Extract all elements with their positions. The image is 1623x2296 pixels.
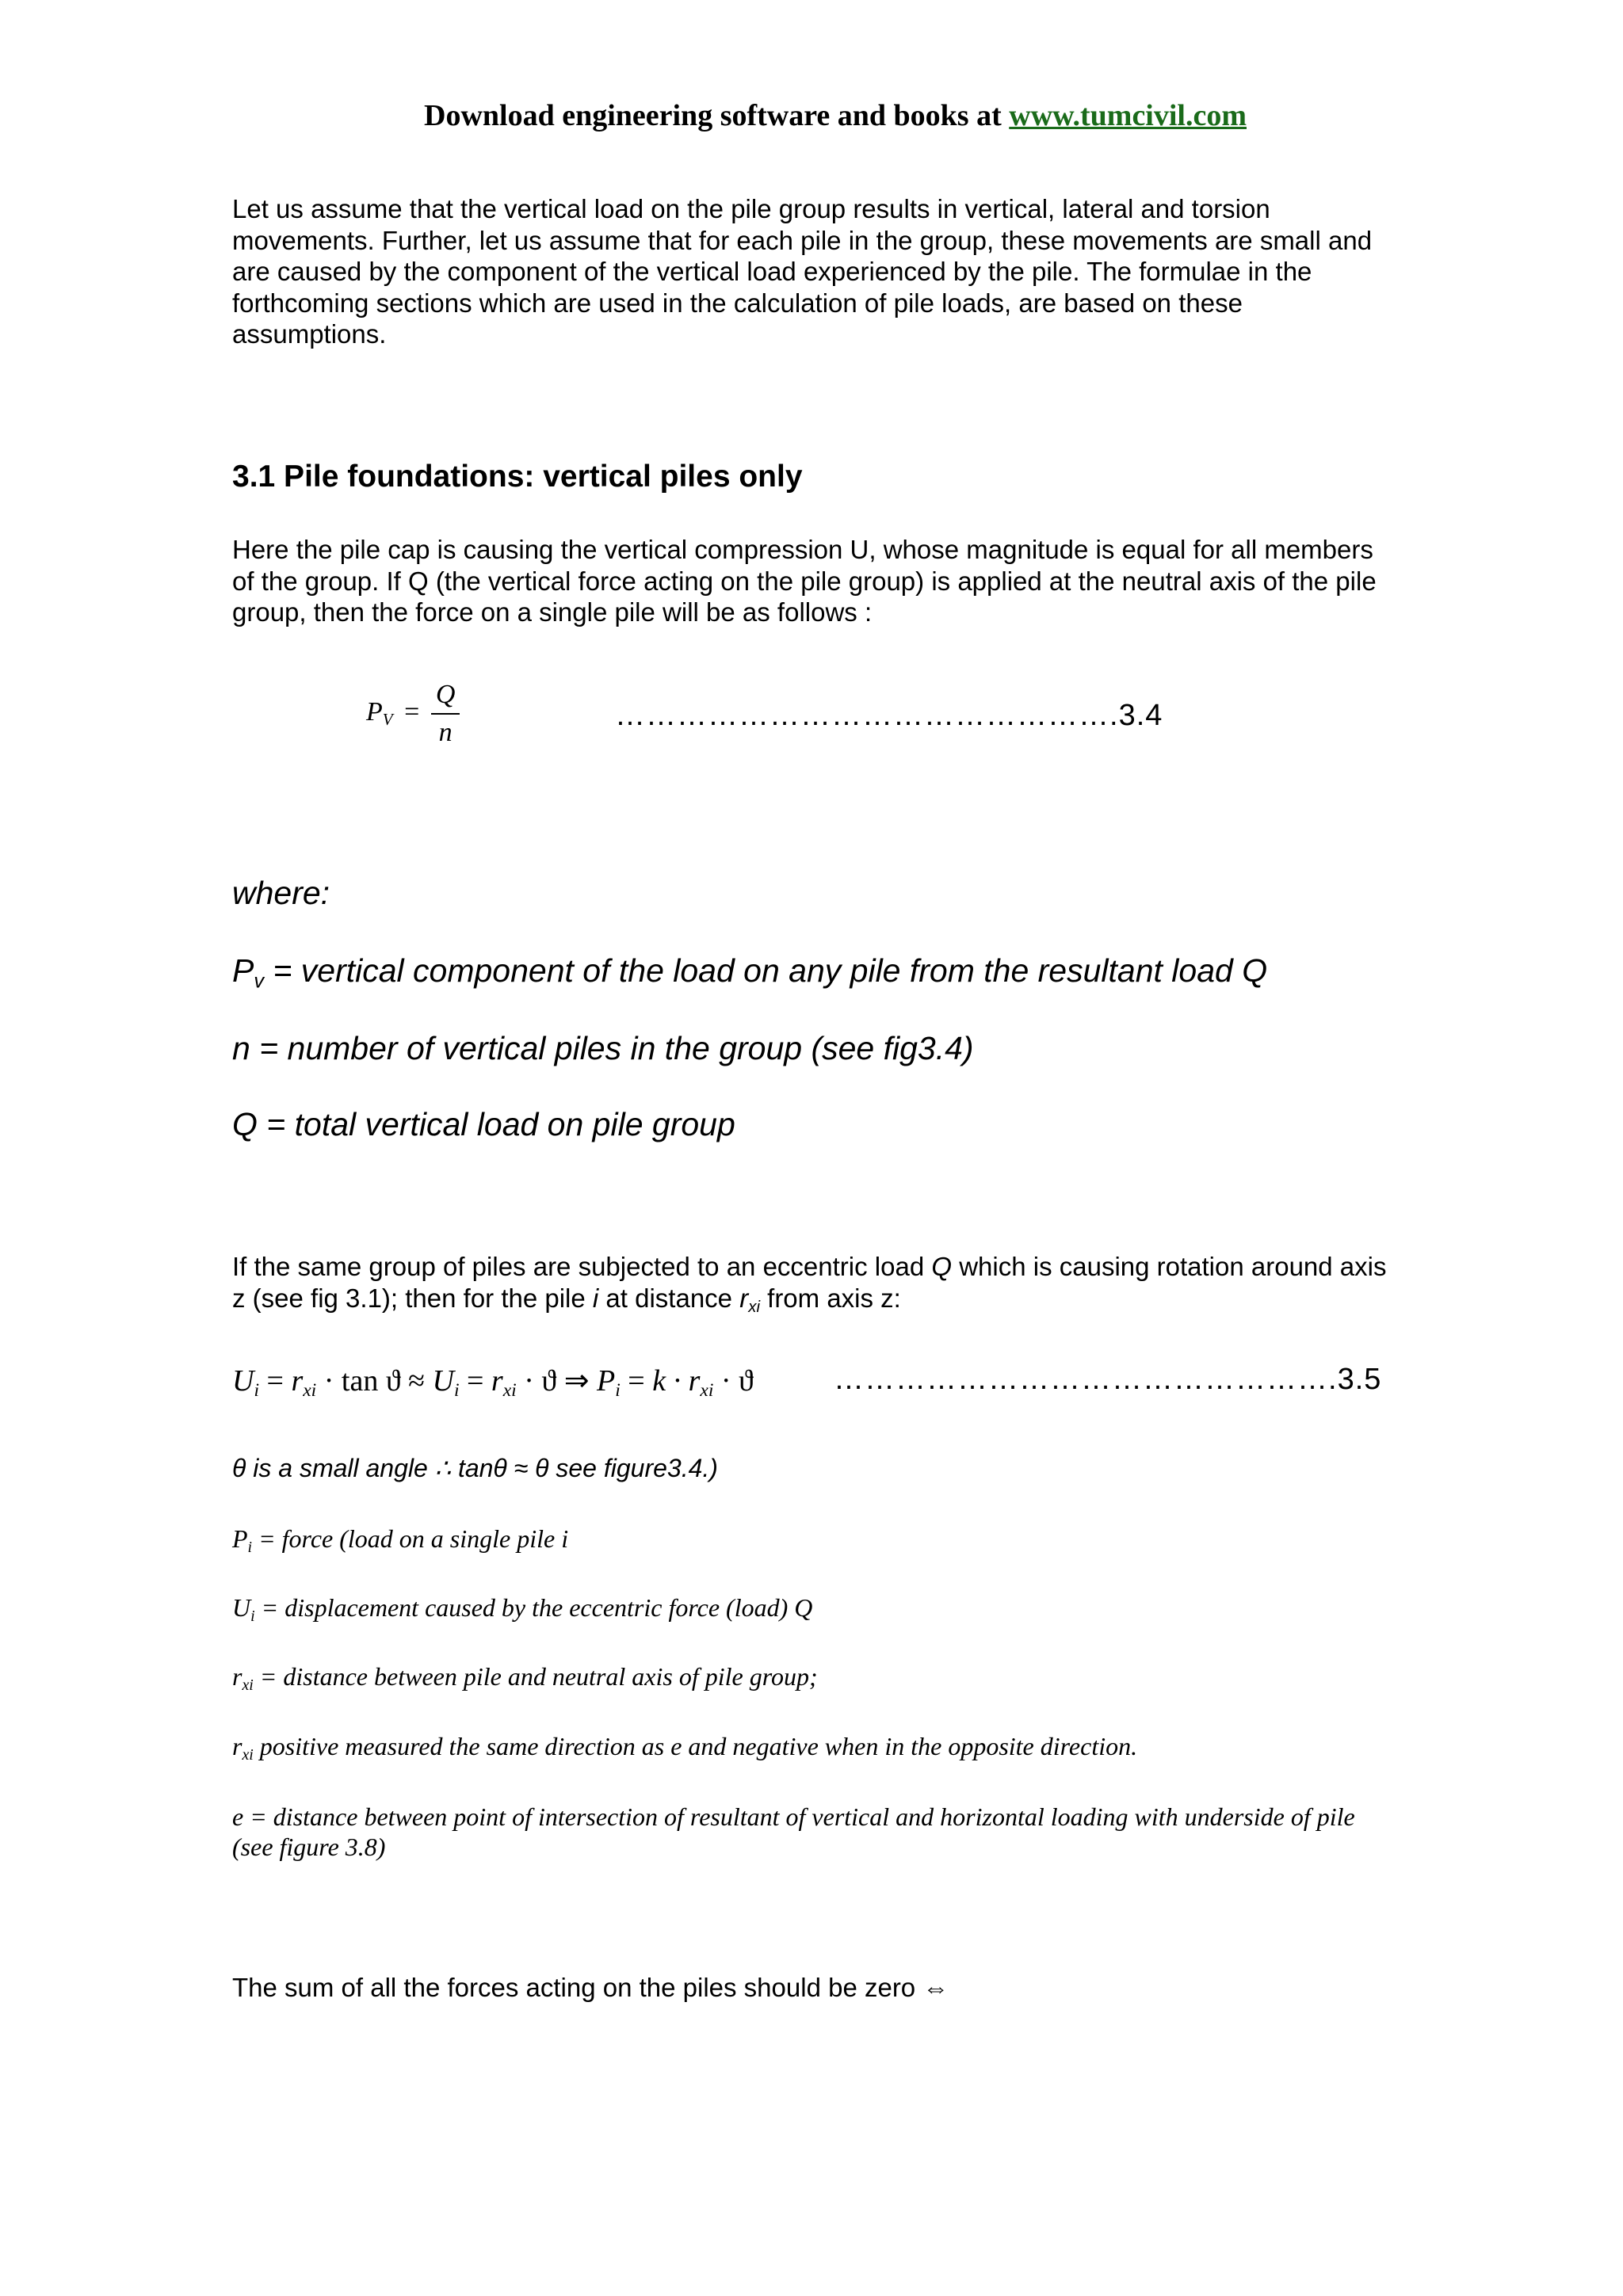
def-symbol: r	[232, 1662, 242, 1691]
definition-q	[232, 1106, 735, 1143]
eq35-u1-sub: i	[254, 1380, 259, 1402]
eq35-theta: · ϑ ⇒	[516, 1364, 598, 1398]
eq34-number: 3.4	[1118, 699, 1163, 732]
section-heading: 3.1 Pile foundations: vertical piles only	[232, 460, 803, 494]
eq35-r1-sub: xi	[303, 1380, 317, 1402]
def-symbol: P	[232, 1524, 248, 1553]
eq35-leader	[834, 1363, 1381, 1397]
ecc-text-2: which is causing rotation around axis z (see fig 3.1); then for the pile	[232, 1252, 1387, 1313]
def-subscript: xi	[242, 1676, 254, 1694]
def-symbol: P	[232, 952, 254, 989]
ecc-text-4: from axis z:	[759, 1283, 901, 1313]
def-text: = force (load on a single pile i	[252, 1524, 569, 1553]
def-symbol: U	[232, 1593, 251, 1622]
definition-rxi	[232, 1662, 818, 1695]
eq34-denominator: n	[438, 718, 453, 747]
eq34-dots: ………………………………………….	[615, 699, 1119, 732]
def-text: = distance between pile and neutral axis of pile group;	[253, 1662, 818, 1691]
definition-pv	[232, 952, 1267, 994]
eq35-p-sub: i	[615, 1380, 621, 1402]
def-symbol: n	[232, 1030, 250, 1066]
eq35-u2: U	[432, 1364, 454, 1398]
eq35-r3: r	[688, 1364, 701, 1398]
page-header	[0, 98, 1623, 133]
eq35-u2-sub: i	[453, 1380, 460, 1402]
definition-ui	[232, 1593, 812, 1626]
def-subscript: xi	[242, 1745, 254, 1764]
eq34-numerator: Q	[431, 680, 460, 715]
ecc-r: r	[739, 1283, 749, 1313]
ecc-q: Q	[931, 1252, 953, 1281]
def-subscript: i	[250, 1607, 255, 1625]
eq35-eq1: =	[259, 1364, 292, 1398]
ecc-i: i	[592, 1283, 599, 1313]
eq34-lhs-sub: V	[382, 710, 393, 730]
ecc-text-3: at distance	[598, 1283, 740, 1313]
eq34-lhs: P	[366, 696, 383, 727]
ecc-r-sub: xi	[748, 1297, 760, 1316]
small-angle-note: θ is a small angle ∴ tanθ ≈ θ see figure3.4.)	[232, 1454, 718, 1482]
def-subscript: v	[254, 970, 265, 993]
def-symbol: r	[232, 1732, 242, 1760]
section-paragraph: Here the pile cap is causing the vertical compression U, whose magnitude is equal for all members of the group. If Q (the vertical force acting on the pile group) is applied at the neutral axis of the pile group, then the force on a single pile will be as follows :	[232, 535, 1377, 627]
eq35-theta2: · ϑ	[713, 1364, 754, 1398]
def-text: = total vertical load on pile group	[257, 1106, 735, 1142]
eq34-leader	[615, 699, 1163, 733]
def-subscript: i	[247, 1538, 253, 1556]
header-text: Download engineering software and books at	[424, 99, 1010, 132]
eq35-eq2: =	[459, 1364, 491, 1398]
def-text: positive measured the same direction as e and negative when in the opposite direction.	[253, 1732, 1138, 1760]
def-text: = vertical component of the load on any pile from the resultant load Q	[264, 952, 1268, 989]
definition-rxi-sign	[232, 1732, 1137, 1764]
definition-n	[232, 1030, 974, 1067]
eq35-number: 3.5	[1337, 1363, 1382, 1396]
eq35-tan: · tan ϑ ≈	[316, 1364, 433, 1398]
eq35-eq3: =	[620, 1364, 653, 1398]
eq34-fraction	[431, 680, 460, 748]
eq34-equals: =	[404, 696, 420, 727]
definition-pi	[232, 1524, 568, 1557]
eq35-r2: r	[491, 1364, 503, 1398]
eq35-u1: U	[232, 1364, 254, 1398]
eq35-dots: ………………………………………….	[834, 1363, 1338, 1396]
def-text: = displacement caused by the eccentric force (load) Q	[254, 1593, 813, 1622]
eq35-k: k ·	[652, 1364, 689, 1398]
def-symbol: Q	[232, 1106, 258, 1142]
header-link[interactable]: www.tumcivil.com	[1009, 99, 1247, 132]
eccentric-paragraph	[232, 1251, 1389, 1322]
eq35-r2-sub: xi	[502, 1380, 517, 1402]
eq35-r1: r	[291, 1364, 304, 1398]
ecc-text-1: If the same group of piles are subjected to an eccentric load	[232, 1252, 932, 1281]
equation-3-5	[232, 1363, 754, 1402]
definition-e: e = distance between point of intersection of resultant of vertical and horizontal loading with underside of pile (see figure 3.8)	[232, 1802, 1355, 1861]
equation-3-4	[366, 680, 460, 748]
intro-paragraph: Let us assume that the vertical load on the pile group results in vertical, lateral and torsion movements. Further, let us assume that for each pile in the group, these movements are small and are caused by the component of the vertical load experienced by the pile. The formulae in the forthcoming sections which are used in the calculation of pile loads, are based on these assumptions.	[232, 194, 1373, 349]
eq35-p: P	[597, 1364, 616, 1398]
sum-of-forces-line: The sum of all the forces acting on the piles should be zero ⇔	[232, 1973, 949, 2002]
where-label: where:	[232, 875, 330, 911]
def-text: = number of vertical piles in the group (see fig3.4)	[250, 1030, 974, 1066]
eq35-r3-sub: xi	[700, 1380, 714, 1402]
